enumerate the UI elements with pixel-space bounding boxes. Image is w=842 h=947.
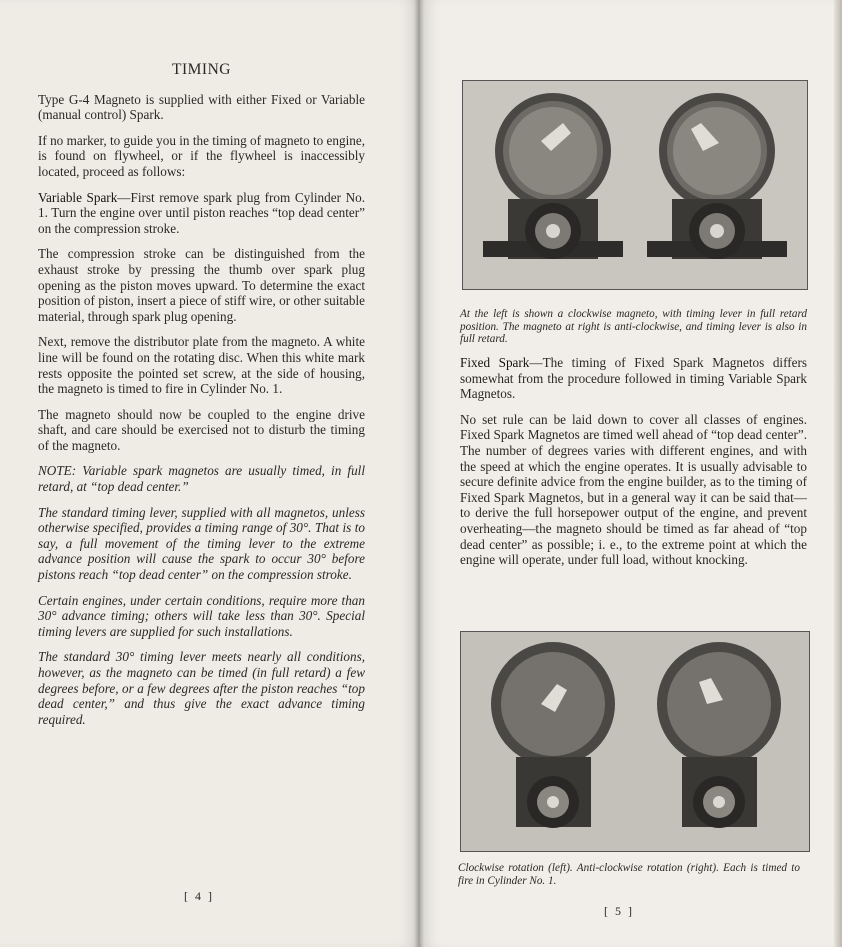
left-column [38,62,365,737]
page-number-right: [ 5 ] [604,904,634,918]
paragraph-variable-spark [38,190,365,237]
magneto-photo-top-icon [463,81,807,289]
paragraph-intro: Type G-4 Magneto is supplied with either Fixed or Variable (manual control) Spark. [38,91,365,123]
magneto-photo-bottom [460,631,810,852]
paragraph-marker: If no marker, to guide you in the timing of magneto to engine, is found on flywheel, or if the flywheel is inaccessibly located, proceed as follows: [38,132,365,179]
paragraph-no-set-rule: No set rule can be laid down to cover all classes of engines. Fixed Spark Magnetos are timed well ahead of “top dead center”. The number of degrees varies with different engines, and with the speed at which the engine operates. It is usually advisable to secure definite advice from the engine builder, as to the timing of Fixed Spark Magnetos, but in a general way it can be said that—to derive the full horsepower output of the engine, and prevent overheating—the magneto should be timed as far ahead of “top dead center” as possible; i. e., to the extreme point at which the engine will operate, under full load, without knocking. [460,411,807,568]
fixed-spark-text: —The timing of Fixed Spark Magnetos differs somewhat from the procedure followed in timing Variable Spark Magnetos. [460,355,807,402]
page-number-left: [ 4 ] [184,889,214,903]
italic-paragraph-timing-lever: The standard timing lever, supplied with all magnetos, unless otherwise specified, provides a timing range of 30°. That is to say, a full movement of the timing lever to the extreme advance position will cause the spark to occur 30° before pistons reach “top dead center” on the compression stroke. [38,504,365,583]
note-paragraph: NOTE: Variable spark magnetos are usually timed, in full retard, at “top dead center.” [38,463,365,495]
fixed-spark-heading: Fixed Spark [460,355,530,370]
variable-spark-heading: Variable Spark [38,189,118,205]
right-page [420,0,842,947]
paragraph-coupling: The magneto should now be coupled to the engine drive shaft, and care should be exercised not to disturb the timing of the magneto. [38,406,365,453]
italic-paragraph-advance: Certain engines, under certain conditions, require more than 30° advance timing; others will take less than 30°. Special timing levers are supplied for such installations. [38,592,365,639]
caption-bottom: Clockwise rotation (left). Anti-clockwise rotation (right). Each is timed to fire in Cylinder No. 1. [458,862,800,887]
paragraph-compression: The compression stroke can be distinguished from the exhaust stroke by pressing the thumb over spark plug opening as the piston moves upward. To determine the exact position of piston, insert a piece of stiff wire, or other suitable material, through spark plug opening. [38,246,365,324]
left-page [0,0,420,947]
magneto-photo-top [462,80,808,290]
paragraph-fixed-spark [460,355,807,402]
caption-top: At the left is shown a clockwise magneto, with timing lever in full retard position. The magneto at right is anti-clockwise, and timing lever is also in full retard. [460,308,807,346]
page-title: TIMING [172,61,231,78]
right-column [460,355,807,578]
magneto-photo-bottom-icon [461,632,809,851]
page-edge [834,0,842,947]
variable-spark-text: —First remove spark plug from Cylinder No. 1. Turn the engine over until piston reaches “top dead center” on the compression stroke. [38,189,365,236]
italic-paragraph-standard: The standard 30° timing lever meets nearly all conditions, however, as the magneto can be timed (in full retard) a few degrees before, or a few degrees after the piston reaches “top dead center,” and thus give the exact advance timing required. [38,649,365,727]
gutter-shadow [414,0,424,947]
paragraph-distributor: Next, remove the distributor plate from the magneto. A white line will be found on the rotating disc. When this white mark rests opposite the pointed set screw, at the side of housing, the magneto is timed to fire in Cylinder No. 1. [38,334,365,397]
